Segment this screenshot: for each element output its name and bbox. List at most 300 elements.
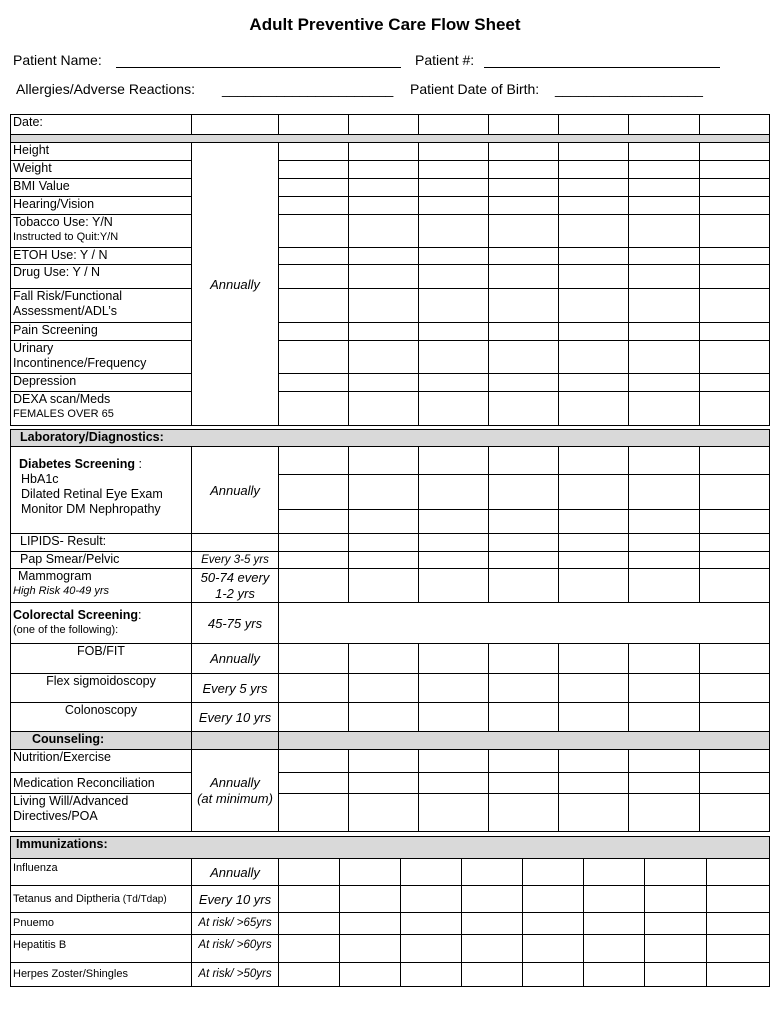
entry-cell[interactable]: [340, 913, 401, 935]
separator-bar: [11, 135, 770, 143]
entry-cell[interactable]: [700, 161, 770, 179]
entry-cell[interactable]: [645, 886, 707, 913]
entry-cell[interactable]: [559, 534, 629, 552]
entry-cell[interactable]: [419, 248, 489, 265]
entry-cell[interactable]: [349, 374, 419, 392]
date-cell[interactable]: [559, 115, 629, 135]
entry-cell[interactable]: [279, 289, 349, 323]
counseling-frequency: Annually (at minimum): [192, 750, 279, 832]
zoster-frequency: At risk/ >50yrs: [192, 963, 279, 987]
entry-cell[interactable]: [279, 534, 349, 552]
entry-cell[interactable]: [349, 750, 419, 773]
entry-cell[interactable]: [559, 341, 629, 374]
etoh-label: ETOH Use: Y / N: [11, 248, 192, 265]
entry-cell[interactable]: [349, 392, 419, 426]
entry-cell[interactable]: [584, 963, 645, 987]
table-row: [11, 179, 770, 197]
entry-cell[interactable]: [401, 859, 462, 886]
living-will-label: Living Will/Advanced Directives/POA: [11, 794, 192, 832]
mammogram-frequency: 50-74 every 1-2 yrs: [192, 569, 279, 603]
entry-cell[interactable]: [419, 289, 489, 323]
entry-cell[interactable]: [419, 143, 489, 161]
entry-cell[interactable]: [349, 215, 419, 248]
entry-cell[interactable]: [489, 703, 559, 732]
entry-cell[interactable]: [559, 794, 629, 832]
date-cell[interactable]: [700, 115, 770, 135]
entry-cell[interactable]: [629, 143, 700, 161]
bmi-label: BMI Value: [11, 179, 192, 197]
entry-cell[interactable]: [629, 475, 700, 510]
entry-cell[interactable]: [419, 750, 489, 773]
entry-cell[interactable]: [700, 794, 770, 832]
entry-cell[interactable]: [584, 935, 645, 963]
pap-frequency: Every 3-5 yrs: [192, 552, 279, 569]
entry-cell[interactable]: [700, 179, 770, 197]
entry-cell[interactable]: [419, 569, 489, 603]
entry-cell[interactable]: [489, 475, 559, 510]
entry-cell[interactable]: [629, 750, 700, 773]
entry-cell[interactable]: [707, 913, 770, 935]
entry-cell[interactable]: [419, 341, 489, 374]
entry-cell[interactable]: [419, 323, 489, 341]
entry-cell[interactable]: [489, 161, 559, 179]
entry-cell[interactable]: [419, 510, 489, 534]
entry-cell[interactable]: [349, 552, 419, 569]
colorectal-label: Colorectal Screening: (one of the following):: [11, 603, 192, 644]
entry-cell[interactable]: [700, 552, 770, 569]
entry-cell[interactable]: [419, 794, 489, 832]
colorectal-frequency: 45-75 yrs: [192, 603, 279, 644]
entry-cell[interactable]: [349, 197, 419, 215]
entry-cell[interactable]: [559, 179, 629, 197]
entry-cell[interactable]: [419, 392, 489, 426]
table-row: [11, 265, 770, 289]
entry-cell[interactable]: [629, 569, 700, 603]
date-cell[interactable]: [419, 115, 489, 135]
table-row: [11, 374, 770, 392]
entry-cell[interactable]: [349, 475, 419, 510]
entry-cell[interactable]: [645, 859, 707, 886]
table-row: [11, 248, 770, 265]
entry-cell[interactable]: [279, 341, 349, 374]
entry-cell[interactable]: [279, 179, 349, 197]
entry-cell[interactable]: [700, 703, 770, 732]
entry-cell[interactable]: [279, 963, 340, 987]
patient-name-label: Patient Name:: [13, 52, 102, 68]
entry-cell[interactable]: [629, 179, 700, 197]
entry-cell[interactable]: [349, 143, 419, 161]
entry-cell[interactable]: [559, 703, 629, 732]
entry-cell[interactable]: [462, 935, 523, 963]
entry-cell[interactable]: [559, 392, 629, 426]
counseling-section-header: Counseling:: [11, 732, 192, 750]
entry-cell[interactable]: [707, 963, 770, 987]
entry-cell[interactable]: [489, 447, 559, 475]
entry-cell[interactable]: [279, 569, 349, 603]
entry-cell[interactable]: [279, 913, 340, 935]
hepatitis-b-frequency: At risk/ >60yrs: [192, 935, 279, 963]
entry-cell[interactable]: [707, 859, 770, 886]
date-cell[interactable]: [629, 115, 700, 135]
entry-cell[interactable]: [523, 913, 584, 935]
pain-label: Pain Screening: [11, 323, 192, 341]
entry-cell[interactable]: [629, 510, 700, 534]
entry-cell[interactable]: [629, 323, 700, 341]
entry-cell[interactable]: [489, 197, 559, 215]
entry-cell[interactable]: [559, 552, 629, 569]
entry-cell[interactable]: [419, 552, 489, 569]
entry-cell[interactable]: [700, 644, 770, 674]
entry-cell[interactable]: [629, 552, 700, 569]
entry-cell[interactable]: [559, 475, 629, 510]
entry-cell[interactable]: [559, 374, 629, 392]
entry-cell[interactable]: [279, 644, 349, 674]
entry-cell[interactable]: [279, 143, 349, 161]
entry-cell[interactable]: [707, 886, 770, 913]
entry-cell[interactable]: [700, 248, 770, 265]
entry-cell[interactable]: [279, 447, 349, 475]
entry-cell[interactable]: [419, 161, 489, 179]
entry-cell[interactable]: [700, 510, 770, 534]
entry-cell[interactable]: [349, 341, 419, 374]
date-label: Date:: [11, 115, 192, 135]
entry-cell[interactable]: [419, 197, 489, 215]
depression-label: Depression: [11, 374, 192, 392]
entry-cell[interactable]: [489, 179, 559, 197]
table-row: [11, 794, 770, 832]
table-row: [11, 935, 770, 963]
entry-cell[interactable]: [707, 935, 770, 963]
entry-cell[interactable]: [419, 179, 489, 197]
entry-cell[interactable]: [489, 552, 559, 569]
entry-cell[interactable]: [349, 794, 419, 832]
patient-name-field[interactable]: [116, 67, 401, 68]
flex-label: Flex sigmoidoscopy: [11, 674, 192, 703]
entry-cell[interactable]: [279, 935, 340, 963]
table-row: [11, 197, 770, 215]
entry-cell[interactable]: [700, 197, 770, 215]
entry-cell[interactable]: [419, 265, 489, 289]
diabetes-frequency: Annually: [192, 447, 279, 534]
lab-table: [10, 429, 770, 832]
entry-cell[interactable]: [279, 703, 349, 732]
pap-label: Pap Smear/Pelvic: [11, 552, 192, 569]
allergies-field[interactable]: ______________________: [222, 81, 394, 97]
table-row: [11, 161, 770, 179]
entry-cell[interactable]: [419, 447, 489, 475]
entry-cell[interactable]: [559, 644, 629, 674]
entry-cell[interactable]: [349, 703, 419, 732]
hearing-label: Hearing/Vision: [11, 197, 192, 215]
flow-sheet-table: [10, 114, 770, 426]
fob-label: FOB/FIT: [11, 644, 192, 674]
table-row: [11, 886, 770, 913]
entry-cell[interactable]: [559, 674, 629, 703]
entry-cell[interactable]: [401, 935, 462, 963]
entry-cell[interactable]: [584, 886, 645, 913]
entry-cell[interactable]: [489, 392, 559, 426]
tobacco-label: Tobacco Use: Y/N Instructed to Quit:Y/N: [11, 215, 192, 248]
entry-cell[interactable]: [523, 963, 584, 987]
entry-cell[interactable]: [559, 750, 629, 773]
entry-cell[interactable]: [700, 773, 770, 794]
entry-cell[interactable]: [419, 703, 489, 732]
entry-cell[interactable]: [489, 569, 559, 603]
entry-cell[interactable]: [700, 143, 770, 161]
entry-cell[interactable]: [645, 913, 707, 935]
entry-cell[interactable]: [349, 773, 419, 794]
entry-cell[interactable]: [489, 323, 559, 341]
lipids-label: LIPIDS- Result:: [11, 534, 192, 552]
entry-cell[interactable]: [349, 289, 419, 323]
entry-cell[interactable]: [349, 265, 419, 289]
entry-cell[interactable]: [523, 935, 584, 963]
entry-cell[interactable]: [349, 534, 419, 552]
entry-cell[interactable]: [279, 794, 349, 832]
entry-cell[interactable]: [700, 674, 770, 703]
entry-cell[interactable]: [559, 447, 629, 475]
entry-cell[interactable]: [559, 248, 629, 265]
entry-cell[interactable]: [279, 161, 349, 179]
tetanus-frequency: Every 10 yrs: [192, 886, 279, 913]
entry-cell[interactable]: [559, 773, 629, 794]
entry-cell[interactable]: [584, 859, 645, 886]
entry-cell[interactable]: [419, 475, 489, 510]
entry-cell[interactable]: [349, 248, 419, 265]
table-row: [11, 913, 770, 935]
patient-number-field[interactable]: [484, 67, 720, 68]
entry-cell[interactable]: [279, 674, 349, 703]
entry-cell[interactable]: [629, 644, 700, 674]
table-row: [11, 773, 770, 794]
entry-cell[interactable]: [462, 913, 523, 935]
urinary-label: Urinary Incontinence/Frequency: [11, 341, 192, 374]
table-row: [11, 552, 770, 569]
entry-cell[interactable]: [645, 935, 707, 963]
entry-cell[interactable]: [700, 750, 770, 773]
entry-cell[interactable]: [629, 248, 700, 265]
entry-cell[interactable]: [489, 341, 559, 374]
colonoscopy-frequency: Every 10 yrs: [192, 703, 279, 732]
entry-cell[interactable]: [279, 510, 349, 534]
diabetes-label: Diabetes Screening : HbA1c Dilated Retinal Eye Exam Monitor DM Nephropathy: [11, 447, 192, 534]
entry-cell[interactable]: [279, 215, 349, 248]
entry-cell[interactable]: [489, 674, 559, 703]
entry-cell[interactable]: [489, 510, 559, 534]
entry-cell[interactable]: [489, 265, 559, 289]
entry-cell[interactable]: [279, 886, 340, 913]
entry-cell[interactable]: [629, 374, 700, 392]
entry-cell[interactable]: [340, 886, 401, 913]
entry-cell[interactable]: [523, 859, 584, 886]
dexa-label: DEXA scan/Meds FEMALES OVER 65: [11, 392, 192, 426]
dob-field[interactable]: ___________________: [555, 81, 703, 97]
immunizations-section-header: Immunizations:: [11, 837, 770, 859]
entry-cell[interactable]: [401, 886, 462, 913]
entry-cell[interactable]: [349, 674, 419, 703]
entry-cell[interactable]: [279, 197, 349, 215]
entry-cell[interactable]: [419, 644, 489, 674]
entry-cell[interactable]: [419, 374, 489, 392]
entry-cell[interactable]: [340, 963, 401, 987]
entry-cell[interactable]: [700, 569, 770, 603]
form-title: Adult Preventive Care Flow Sheet: [249, 15, 521, 34]
influenza-frequency: Annually: [192, 859, 279, 886]
entry-cell[interactable]: [629, 341, 700, 374]
entry-cell[interactable]: [489, 248, 559, 265]
table-row: [11, 859, 770, 886]
entry-cell[interactable]: [700, 447, 770, 475]
table-row: [11, 392, 770, 426]
entry-cell[interactable]: [279, 773, 349, 794]
entry-cell[interactable]: [462, 859, 523, 886]
entry-cell[interactable]: [523, 886, 584, 913]
entry-cell[interactable]: [629, 392, 700, 426]
date-cell[interactable]: [489, 115, 559, 135]
table-row: [11, 569, 770, 603]
entry-cell[interactable]: [340, 935, 401, 963]
entry-cell[interactable]: [700, 289, 770, 323]
entry-cell[interactable]: [349, 447, 419, 475]
table-row: [11, 447, 770, 475]
entry-cell[interactable]: [279, 248, 349, 265]
entry-cell[interactable]: [629, 703, 700, 732]
hepatitis-b-label: Hepatitis B: [11, 935, 192, 963]
entry-cell[interactable]: [629, 197, 700, 215]
entry-cell[interactable]: [349, 323, 419, 341]
table-row: [11, 215, 770, 248]
entry-cell[interactable]: [349, 569, 419, 603]
entry-cell[interactable]: [629, 215, 700, 248]
entry-cell[interactable]: [629, 534, 700, 552]
patient-number-label: Patient #:: [415, 52, 475, 68]
medrec-label: Medication Reconciliation: [11, 773, 192, 794]
entry-cell[interactable]: [489, 215, 559, 248]
entry-cell[interactable]: [401, 963, 462, 987]
entry-cell[interactable]: [629, 773, 700, 794]
entry-cell[interactable]: [489, 289, 559, 323]
entry-cell[interactable]: [629, 447, 700, 475]
date-cell[interactable]: [279, 115, 349, 135]
pnuemo-frequency: At risk/ >65yrs: [192, 913, 279, 935]
entry-cell[interactable]: [700, 374, 770, 392]
entry-cell[interactable]: [559, 569, 629, 603]
weight-label: Weight: [11, 161, 192, 179]
entry-cell[interactable]: [279, 374, 349, 392]
table-row: [11, 750, 770, 773]
entry-cell[interactable]: [645, 963, 707, 987]
fob-frequency: Annually: [192, 644, 279, 674]
entry-cell[interactable]: [489, 143, 559, 161]
entry-cell[interactable]: [489, 374, 559, 392]
date-cell[interactable]: [192, 115, 279, 135]
entry-cell[interactable]: [349, 161, 419, 179]
entry-cell[interactable]: [349, 179, 419, 197]
entry-cell[interactable]: [489, 794, 559, 832]
entry-cell[interactable]: [559, 323, 629, 341]
zoster-label: Herpes Zoster/Shingles: [11, 963, 192, 987]
entry-cell[interactable]: [559, 143, 629, 161]
immunizations-table: [10, 836, 770, 987]
height-label: Height: [11, 143, 192, 161]
entry-cell[interactable]: [559, 161, 629, 179]
table-row: [11, 534, 770, 552]
table-row: [11, 143, 770, 161]
influenza-label: Influenza: [11, 859, 192, 886]
entry-cell[interactable]: [419, 215, 489, 248]
date-cell[interactable]: [349, 115, 419, 135]
fall-risk-label: Fall Risk/Functional Assessment/ADL’s: [11, 289, 192, 323]
entry-cell[interactable]: [559, 215, 629, 248]
entry-cell[interactable]: [700, 534, 770, 552]
entry-cell[interactable]: [349, 510, 419, 534]
entry-cell[interactable]: [489, 773, 559, 794]
vitals-frequency: Annually: [192, 143, 279, 426]
entry-cell[interactable]: [629, 265, 700, 289]
table-row: [11, 603, 770, 644]
table-row: [11, 644, 770, 674]
entry-cell[interactable]: [419, 674, 489, 703]
flex-frequency: Every 5 yrs: [192, 674, 279, 703]
entry-cell[interactable]: [401, 913, 462, 935]
entry-cell[interactable]: [489, 534, 559, 552]
entry-cell[interactable]: [700, 392, 770, 426]
pnuemo-label: Pnuemo: [11, 913, 192, 935]
entry-cell[interactable]: [462, 963, 523, 987]
table-row: [11, 703, 770, 732]
lab-section-header: Laboratory/Diagnostics:: [11, 430, 770, 447]
entry-cell[interactable]: [489, 750, 559, 773]
entry-cell[interactable]: [419, 534, 489, 552]
entry-cell[interactable]: [700, 265, 770, 289]
entry-cell[interactable]: [349, 644, 419, 674]
entry-cell[interactable]: [279, 323, 349, 341]
entry-cell[interactable]: [279, 475, 349, 510]
entry-cell[interactable]: [584, 913, 645, 935]
entry-cell[interactable]: [559, 289, 629, 323]
entry-cell[interactable]: [419, 773, 489, 794]
entry-cell[interactable]: [700, 475, 770, 510]
entry-cell[interactable]: [279, 265, 349, 289]
entry-cell[interactable]: [700, 215, 770, 248]
table-row: [11, 323, 770, 341]
drug-label: Drug Use: Y / N: [11, 265, 192, 289]
table-row: [11, 674, 770, 703]
entry-cell[interactable]: [559, 197, 629, 215]
entry-cell[interactable]: [629, 289, 700, 323]
entry-cell[interactable]: [559, 510, 629, 534]
colonoscopy-label: Colonoscopy: [11, 703, 192, 732]
entry-cell[interactable]: [700, 341, 770, 374]
entry-cell[interactable]: [279, 552, 349, 569]
entry-cell[interactable]: [629, 794, 700, 832]
entry-cell[interactable]: [279, 750, 349, 773]
allergies-label: Allergies/Adverse Reactions:: [16, 81, 195, 97]
entry-cell[interactable]: [629, 161, 700, 179]
entry-cell[interactable]: [340, 859, 401, 886]
entry-cell[interactable]: [559, 265, 629, 289]
dob-label: Patient Date of Birth:: [410, 81, 540, 97]
entry-cell[interactable]: [629, 674, 700, 703]
table-row: [11, 963, 770, 987]
entry-cell[interactable]: [279, 859, 340, 886]
entry-cell[interactable]: [489, 644, 559, 674]
entry-cell[interactable]: [700, 323, 770, 341]
table-row: [11, 289, 770, 323]
entry-cell[interactable]: [279, 392, 349, 426]
table-row: [11, 341, 770, 374]
entry-cell[interactable]: [462, 886, 523, 913]
